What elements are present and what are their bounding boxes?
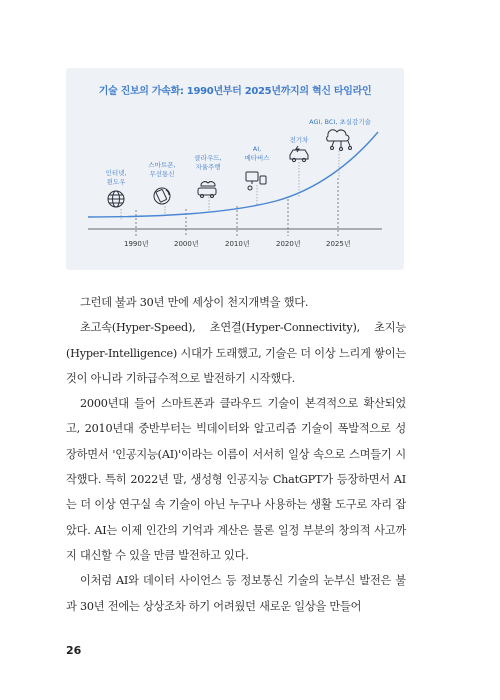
paragraph: 그런데 불과 30년 만에 세상이 천지개벽을 했다. [80, 296, 309, 309]
network-cloud-icon [327, 130, 352, 151]
year-label: 2025년 [326, 240, 351, 248]
milestone-label-line1: 스마트폰, [148, 161, 176, 169]
paragraph: 2000년대 들어 스마트폰과 클라우드 기술이 본격적으로 확산되었고, 2010년대 중반부터는 빅데이터와 알고리즘 기술이 폭발적으로 성장하면서 '인공지능(AI)'이라는 이름이 서서히 일상 속으로 스며들기 시작했다. 특히 2022년 말, 생성형 인공지능 ChatGPT가 등장하면서 AI는 더 이상 연구실 속 기술이 아닌 누구나 사용하는 생활 도구로 자리 잡았다. AI는 이제 인간의 기억과 계산은 물론 일정 부분의 창의적 사고까지 대신할 수 있을 만큼 발전하고 있다. [66, 397, 406, 562]
year-label: 2020년 [276, 240, 301, 248]
smartphone-icon [154, 188, 170, 204]
year-label: 2000년 [174, 240, 199, 248]
milestone-label-line1: 전기차 [289, 136, 309, 144]
electric-car-icon [290, 146, 308, 162]
milestone-label-line2: 메타버스 [244, 154, 270, 162]
figure-title: 기술 진보의 가속화: 1990년부터 2025년까지의 혁신 타임라인 [98, 86, 372, 97]
page-number: 26 [66, 644, 82, 657]
year-guides [136, 178, 338, 236]
milestone-smartphone [142, 161, 182, 179]
milestone-label-line2: 자율주행 [195, 163, 221, 171]
paragraph: 이처럼 AI와 데이터 사이언스 등 정보통신 기술의 눈부신 발전은 불과 30년 전에는 상상조차 하기 어려웠던 새로운 일상을 만들어 [66, 574, 406, 613]
body-text [66, 290, 406, 619]
milestone-label-line1: 인터넷, [105, 169, 127, 177]
paragraph: 초고속(Hyper-Speed), 초연결(Hyper-Connectivity), 초지능(Hyper-Intelligence) 시대가 도래했고, 기술은 더 이상 느리게 쌓이는 것이 아니라 기하급수적으로 발전하기 시작했다. [66, 321, 406, 385]
milestone-internet [100, 169, 132, 187]
milestone-agi [302, 118, 378, 127]
milestone-label-line2: 무선통신 [149, 170, 175, 178]
ai-metaverse-icon [246, 172, 266, 190]
milestone-label-line1: AGI, BCI, 초실감기술 [309, 118, 371, 126]
year-label: 2010년 [225, 240, 250, 248]
milestone-ev [280, 136, 318, 145]
milestone-cloud [188, 154, 228, 172]
globe-icon [108, 191, 124, 207]
cloud-car-icon [198, 182, 216, 198]
milestone-ai [238, 145, 276, 163]
milestone-label-line2: 윈도우 [106, 178, 126, 186]
milestone-label-line1: AI, [252, 145, 262, 153]
timeline-figure [66, 68, 404, 270]
year-label: 1990년 [124, 240, 149, 248]
milestone-label-line1: 클라우드, [194, 154, 222, 162]
